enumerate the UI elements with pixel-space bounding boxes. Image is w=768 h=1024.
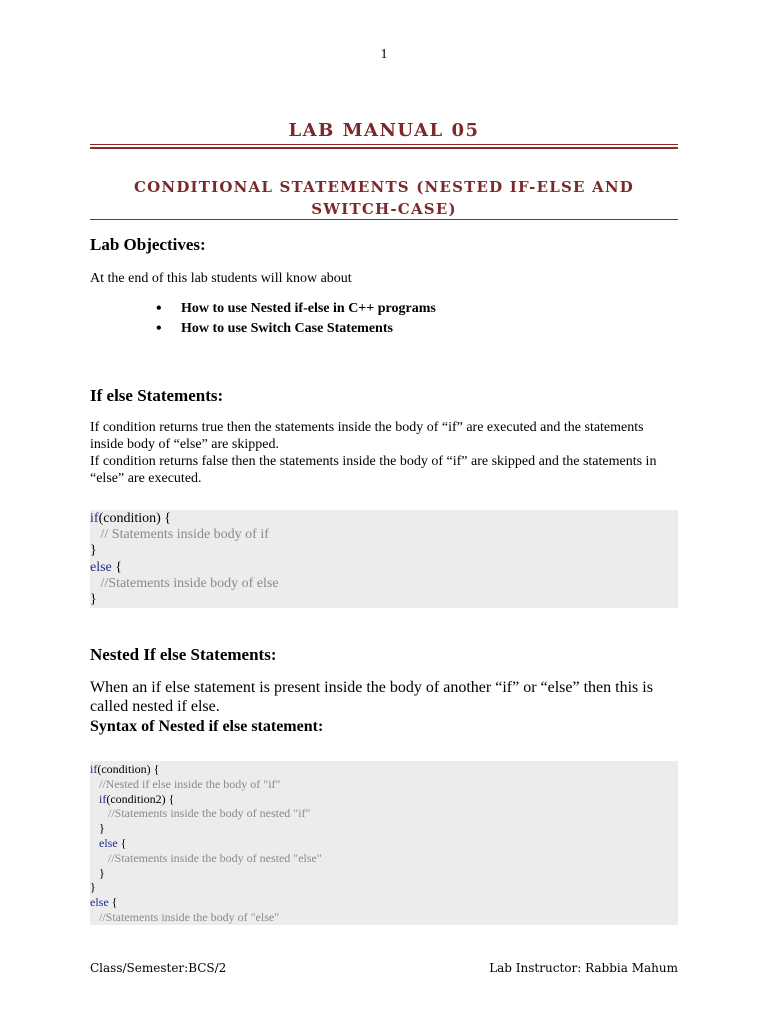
nested-if-else-intro: When an if else statement is present inside the body of another “if” or “else” then this is called nested if else. <box>90 679 653 715</box>
code-line: //Nested if else inside the body of "if" <box>99 776 281 791</box>
code-line: else { <box>90 559 122 575</box>
if-else-paragraph-false: If condition returns false then the statements inside the body of “if” are skipped and the statements in “else” are executed. <box>90 454 657 486</box>
objectives-heading: Lab Objectives: <box>90 235 206 254</box>
code-line: //Statements inside the body of nested "else" <box>108 850 322 865</box>
code-line: else { <box>99 835 127 850</box>
code-line: } <box>90 880 96 895</box>
if-else-code-block <box>90 510 678 608</box>
code-line: } <box>90 543 97 559</box>
objective-item: • How to use Switch Case Statements <box>156 319 436 339</box>
code-line: //Statements inside body of else <box>90 575 279 591</box>
code-line: if(condition) { <box>90 511 171 526</box>
title-divider <box>90 144 678 149</box>
code-line: //Statements inside the body of "else" <box>99 909 280 924</box>
objective-item: • How to use Nested if-else in C++ programs <box>156 299 436 319</box>
nested-if-else-code-block <box>90 761 678 925</box>
objectives-intro: At the end of this lab students will know about <box>90 271 352 286</box>
code-line: } <box>90 592 97 608</box>
code-line: // Statements inside body of if <box>90 527 269 543</box>
footer-class-semester: Class/Semester:BCS/2 <box>90 961 227 975</box>
code-line: } <box>99 865 105 880</box>
objectives-list <box>156 299 436 339</box>
if-else-heading: If else Statements: <box>90 386 224 405</box>
footer-instructor: Lab Instructor: Rabbia Mahum <box>489 961 678 975</box>
page-number: 1 <box>380 47 388 62</box>
subtitle-divider <box>90 219 678 220</box>
if-else-paragraph-true: If condition returns true then the statements inside the body of “if” are executed and the statements inside body of “else” are skipped. <box>90 420 644 452</box>
manual-title: LAB MANUAL 05 <box>288 120 480 141</box>
code-line: else { <box>90 895 118 910</box>
code-line: if(condition) { <box>90 762 160 776</box>
code-line: //Statements inside the body of nested "if" <box>108 806 311 821</box>
manual-subtitle: CONDITIONAL STATEMENTS (NESTED IF-ELSE AND SWITCH-CASE) <box>134 178 634 218</box>
nested-syntax-heading: Syntax of Nested if else statement: <box>90 718 324 735</box>
code-line: if(condition2) { <box>99 791 175 806</box>
nested-if-else-heading: Nested If else Statements: <box>90 645 277 664</box>
code-line: } <box>99 821 105 836</box>
